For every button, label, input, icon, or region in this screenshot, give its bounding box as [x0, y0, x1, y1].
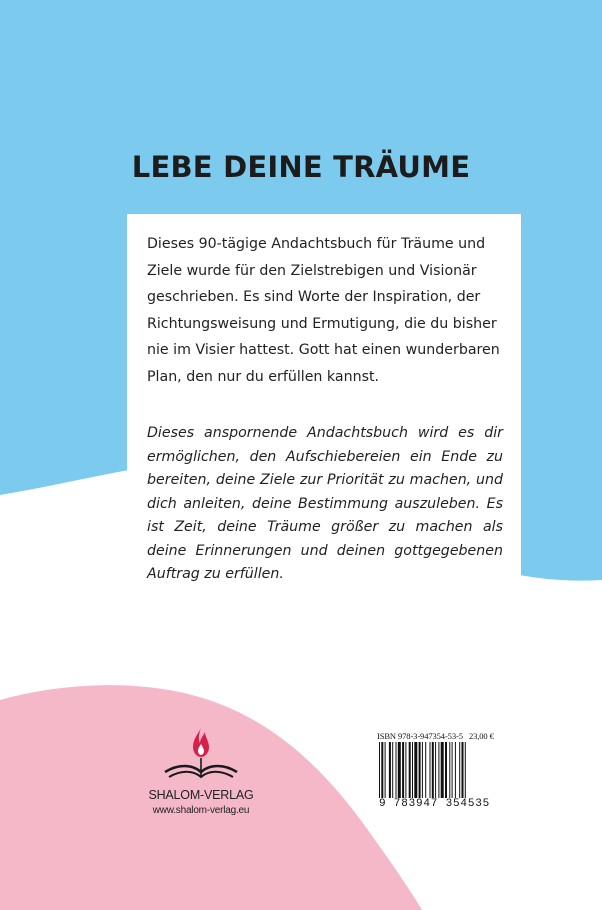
description-paragraph: Dieses 90-tägige Andachtsbuch für Träume und Ziele wurde für den Zielstrebigen und Visionär geschrieben. Es sind Worte der Inspiration, der Richtungsweisung und Ermutigung, die du bisher nie im Visier hattest. Gott hat einen wunderbaren Plan, den nur du erfüllen kannst. — [147, 236, 500, 385]
price-label: 23,00 € — [468, 731, 494, 741]
highlight-paragraph: Dieses anspornende Andachtsbuch wird es dir ermöglichen, den Aufschiebereien ein Ende zu bereiten, deine Ziele zur Priorität zu machen, und dich anleiten, deine Bestimmung auszuleben. Es ist Zeit, deine Träume größer zu machen als deine Erinnerungen und deinen gottgegebenen Auftrag zu erfüllen. — [147, 425, 503, 582]
description-card — [127, 214, 521, 589]
isbn-label — [377, 731, 494, 741]
isbn-barcode — [373, 728, 513, 816]
barcode-digits: 9 783947 354535 — [379, 798, 491, 810]
publisher-logo — [136, 722, 266, 822]
isbn-number: ISBN 978-3-947354-53-5 — [377, 731, 463, 741]
flame-over-open-book-icon — [160, 722, 242, 786]
publisher-name: SHALOM-VERLAG — [148, 788, 254, 802]
barcode-bars — [377, 742, 509, 798]
publisher-url: www.shalom-verlag.eu — [152, 805, 250, 816]
book-title: LEBE DEINE TRÄUME — [131, 150, 471, 184]
